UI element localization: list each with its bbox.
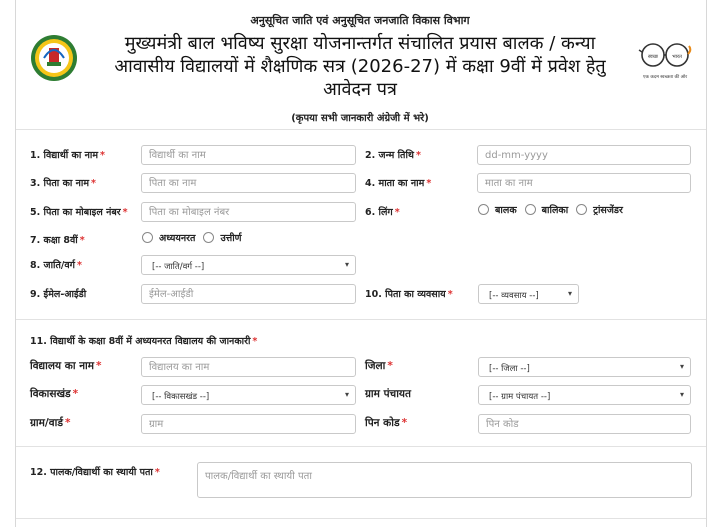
gender-label: 6. लिंग * (365, 207, 400, 218)
chhattisgarh-emblem-icon (30, 34, 78, 82)
father-occupation-select[interactable]: [-- व्यवसाय --] ▾ (478, 284, 579, 304)
block-select[interactable]: [-- विकासखंड --] ▾ (141, 385, 356, 405)
email-input[interactable] (141, 284, 356, 304)
chevron-down-icon: ▾ (344, 390, 349, 399)
logo-caption: एक कदम स्वच्छता की ओर (642, 75, 688, 80)
father-mobile-label: 5. पिता का मोबाइल नंबर * (30, 207, 128, 218)
dob-input[interactable] (477, 145, 691, 165)
gender-option-transgender[interactable]: ट्रांसजेंडर (576, 203, 623, 216)
dob-label: 2. जन्म तिथि * (365, 150, 421, 161)
school-section-heading: 11. विद्यार्थी के कक्षा 8वीं में अध्ययनरत विद्यालय की जानकारी * (30, 336, 258, 347)
class8-option-studying[interactable]: अध्ययनरत (142, 231, 195, 244)
radio-circle-icon[interactable] (203, 232, 214, 243)
mother-name-input[interactable] (477, 173, 691, 193)
mother-name-label: 4. माता का नाम * (365, 178, 432, 189)
village-input[interactable] (141, 414, 356, 434)
radio-circle-icon[interactable] (142, 232, 153, 243)
student-name-input[interactable] (141, 145, 356, 165)
email-label: 9. ईमेल-आईडी (30, 289, 87, 300)
district-select[interactable]: [-- जिला --] ▾ (478, 357, 691, 377)
class8-label: 7. कक्षा 8वीं * (30, 235, 85, 246)
gram-panchayat-label: ग्राम पंचायत (365, 388, 412, 400)
caste-label: 8. जाति/वर्ग * (30, 260, 82, 271)
radio-circle-icon[interactable] (478, 204, 489, 215)
district-label: जिला * (365, 360, 393, 372)
father-occupation-label: 10. पिता का व्यवसाय * (365, 289, 453, 300)
footer-divider (16, 518, 706, 519)
class8-option-passed[interactable]: उत्तीर्ण (203, 231, 241, 244)
radio-circle-icon[interactable] (525, 204, 536, 215)
section-divider (16, 319, 706, 320)
father-mobile-input[interactable] (141, 202, 356, 222)
fill-in-english-note: (कृपया सभी जानकारी अंग्रेजी में भरे) (291, 113, 429, 124)
block-label: विकासखंड * (30, 388, 79, 400)
gender-option-male[interactable]: बालक (478, 203, 517, 216)
student-name-label: 1. विद्यार्थी का नाम * (30, 150, 105, 161)
school-name-label: विद्यालय का नाम * (30, 360, 102, 372)
class8-radio-group (142, 231, 250, 244)
pincode-input[interactable] (478, 414, 691, 434)
gender-option-female[interactable]: बालिका (525, 203, 569, 216)
village-label: ग्राम/वार्ड * (30, 417, 71, 429)
logo-text-bharat: भारत (672, 54, 682, 60)
address-textarea[interactable] (197, 462, 692, 498)
chevron-down-icon: ▾ (344, 260, 349, 269)
swachh-bharat-logo (637, 40, 693, 80)
gender-radio-group (478, 203, 631, 216)
chevron-down-icon: ▾ (679, 390, 684, 399)
pincode-label: पिन कोड * (365, 417, 408, 429)
school-name-input[interactable] (141, 357, 356, 377)
address-label: 12. पालक/विद्यार्थी का स्थायी पता * (30, 467, 160, 478)
chevron-down-icon: ▾ (679, 362, 684, 371)
header-divider (16, 129, 706, 130)
father-name-label: 3. पिता का नाम * (30, 178, 97, 189)
gram-panchayat-select[interactable]: [-- ग्राम पंचायत --] ▾ (478, 385, 691, 405)
caste-select[interactable]: [-- जाति/वर्ग --] ▾ (141, 255, 356, 275)
section-divider (16, 446, 706, 447)
department-name: अनुसूचित जाति एवं अनुसूचित जनजाति विकास विभाग (250, 14, 470, 27)
chevron-down-icon: ▾ (567, 289, 572, 298)
father-name-input[interactable] (141, 173, 356, 193)
radio-circle-icon[interactable] (576, 204, 587, 215)
page-title: मुख्यमंत्री बाल भविष्य सुरक्षा योजनान्तर्गत संचालित प्रयास बालक / कन्या आवासीय विद्यालयों में शैक्षणिक सत्र (2026-27) में कक्षा 9वीं में प्रवेश हेतु आवेदन पत्र (114, 33, 606, 100)
logo-text-swachh: स्वच्छ (647, 54, 659, 60)
